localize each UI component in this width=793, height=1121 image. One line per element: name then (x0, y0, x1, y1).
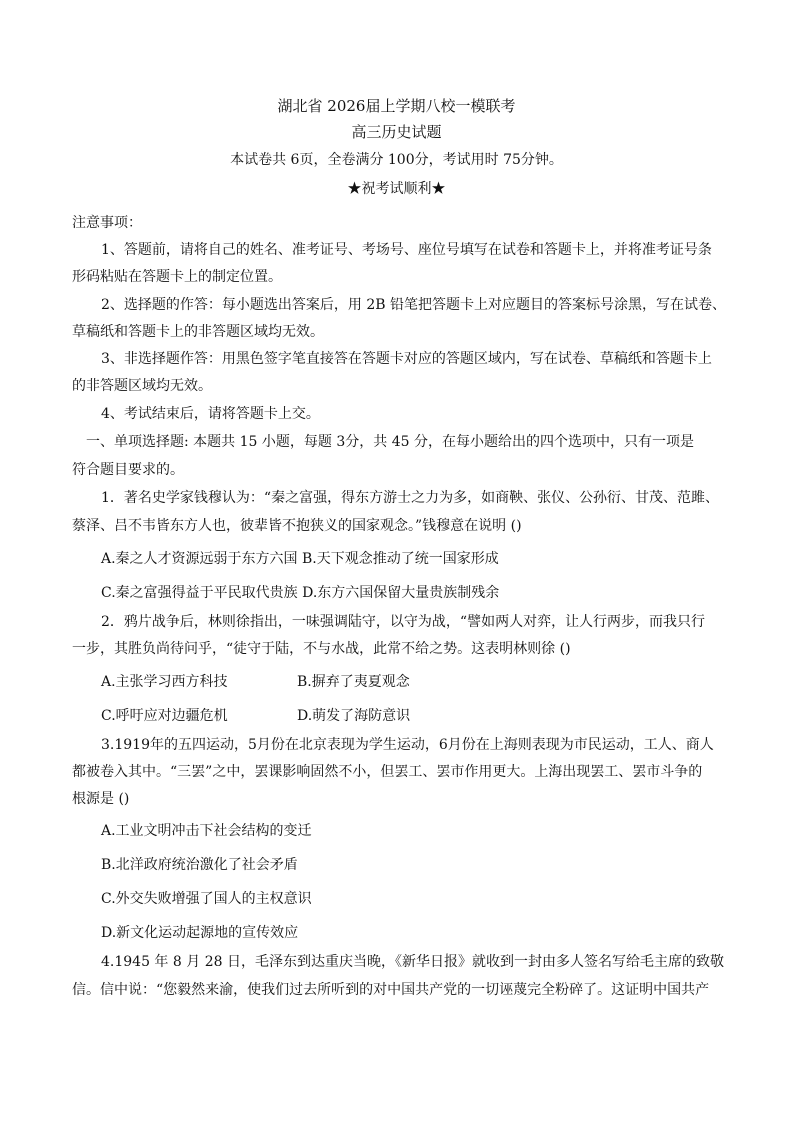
question-3-option: D.新文化运动起源地的宣传效应 (101, 925, 299, 941)
notice-line: 3、非选择题作答：用黑色签字笔直接答在答题卡对应的答题区域内，写在试卷、草稿纸和答题卡上 (101, 351, 712, 367)
notice-heading: 注意事项： (72, 215, 142, 231)
section-heading: 一、单项选择题: 本题共 15 小题，每题 3分，共 45 分，在每小题给出的四个选项中，只有一项是 (86, 434, 694, 450)
exam-title: 湖北省 2026届上学期八校一模联考 (277, 97, 516, 115)
question-3-option: B.北洋政府统治激化了社会矛盾 (101, 857, 298, 873)
question-2-option: C.呼吁应对边疆危机 (101, 708, 228, 724)
question-1-stem: 1．著名史学家钱穆认为：“秦之富强，得东方游士之力为多，如商鞅、张仪、公孙衍、甘茂、范雎、 (101, 490, 720, 506)
question-3-stem: 3.1919年的五四运动，5月份在北京表现为学生运动，6月份在上海则表现为市民运动，工人、商人 (101, 737, 714, 753)
notice-line: 2、选择题的作答：每小题选出答案后，用 2B 铅笔把答题卡上对应题目的答案标号涂黑，写在试卷、 (101, 297, 727, 313)
question-1-stem: 蔡泽、吕不韦皆东方人也，彼辈皆不抱狭义的国家观念。”钱穆意在说明 () (72, 518, 522, 534)
question-3-stem: 都被卷入其中。“三罢”之中，罢课影响固然不小，但罢工、罢市作用更大。上海出现罢工、罢市斗争的 (72, 764, 703, 780)
question-1-option: C.秦之富强得益于平民取代贵族 D.东方六国保留大量贵族制残余 (101, 585, 500, 601)
notice-line: 4、考试结束后，请将答题卡上交。 (101, 406, 320, 422)
question-4-stem: 4.1945 年 8 月 28 日，毛泽东到达重庆当晚，《新华日报》就收到一封由多人签名写给毛主席的致敬 (101, 954, 724, 970)
notice-line: 1、答题前，请将自己的姓名、准考证号、考场号、座位号填写在试卷和答题卡上，并将准考证号条 (101, 242, 712, 258)
exam-info: 本试卷共 6页，全卷满分 100分，考试用时 75分钟。 (230, 152, 563, 168)
question-2-option: D.萌发了海防意识 (297, 708, 411, 724)
question-2-option: A.主张学习西方科技 (101, 674, 228, 690)
question-2-option: B.摒弃了夷夏观念 (297, 674, 410, 690)
question-2-stem: 一步，其胜负尚待问乎，“徒守于陆，不与水战，此常不给之势。这表明林则徐 () (72, 641, 571, 657)
notice-line: 草稿纸和答题卡上的非答题区域均无效。 (72, 324, 324, 340)
question-3-option: A.工业文明冲击下社会结构的变迁 (101, 823, 312, 839)
section-heading-cont: 符合题目要求的。 (72, 462, 184, 478)
question-2-stem: 2．鸦片战争后，林则徐指出，一味强调陆守，以守为战，“譬如两人对弈，让人行两步，而我只行 (101, 614, 706, 630)
question-1-option: A.秦之人才资源远弱于东方六国 B.天下观念推动了统一国家形成 (101, 551, 499, 567)
question-3-stem: 根源是 () (72, 791, 130, 807)
notice-line: 的非答题区域均无效。 (72, 378, 212, 394)
question-4-stem: 信。信中说：“您毅然来渝，使我们过去所听到的对中国共产党的一切诬蔑完全粉碎了。这证明中国共产 (72, 982, 710, 998)
exam-subject: 高三历史试题 (351, 123, 442, 141)
exam-blessing: ★祝考试顺利★ (347, 181, 446, 197)
question-3-option: C.外交失败增强了国人的主权意识 (101, 891, 312, 907)
notice-line: 形码粘贴在答题卡上的制定位置。 (72, 269, 282, 285)
